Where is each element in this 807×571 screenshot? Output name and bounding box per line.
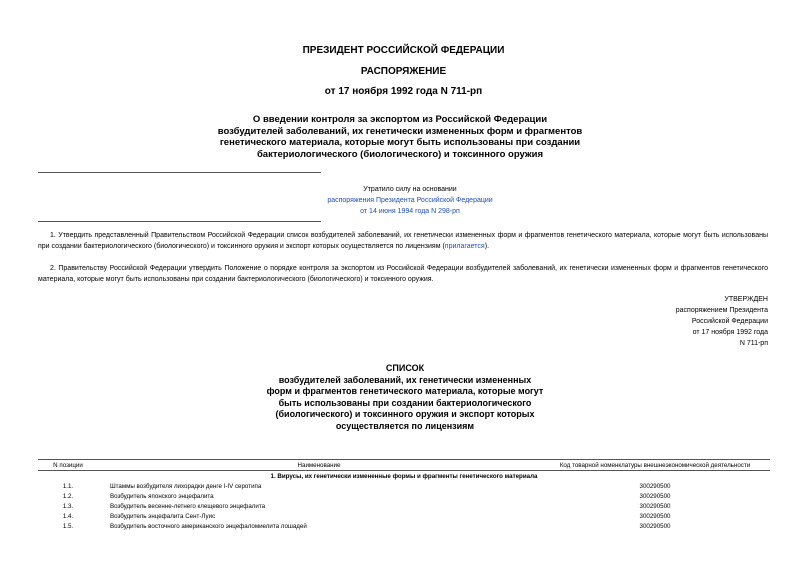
status-note-text: Утратило силу на основании [363, 186, 457, 193]
code-cell: 300290500 [639, 502, 671, 510]
table-row [38, 501, 770, 511]
section-heading: 1. Вирусы, их генетически измененные формы и фрагменты генетического материала [270, 472, 538, 480]
list-title-line: осуществляется по лицензиям [335, 420, 475, 431]
table-row [38, 491, 770, 501]
approval-line: Российской Федерации [691, 318, 768, 325]
approval-line: распоряжением Президента [675, 307, 768, 314]
name-cell: Возбудитель японского энцефалита [110, 492, 214, 500]
approval-line: УТВЕРЖДЕН [724, 296, 768, 303]
paragraph-1-text: 1. Утвердить представленный Правительством Российской Федерации список возбудителей заболеваний, их генетически измененных форм и фрагментов генетического материала, которые могут быть использованы при создании бактериологического (биологического) и токсинного оружия и экспорт которых осуществляется по лицензиям ( [38, 232, 768, 250]
approval-line: от 17 ноября 1992 года [692, 329, 768, 336]
list-title-line: форм и фрагментов генетического материала, которые могут [266, 386, 544, 396]
paragraph-1-end: ). [484, 243, 490, 250]
divider-top [38, 172, 321, 173]
name-cell: Штаммы возбудителя лихорадки денге I-IV серотипа [110, 482, 262, 490]
divider-bottom [38, 221, 321, 222]
table-row [38, 481, 770, 491]
approval-line: N 711-рп [739, 340, 768, 347]
table-section-row [38, 471, 770, 482]
code-cell: 300290500 [639, 492, 671, 500]
list-title-line: быть использованы при создании бактериологического [278, 397, 532, 408]
column-header-code: Код товарной номенклатуры внешнеэкономической деятельности [540, 460, 770, 471]
name-cell: Возбудитель восточного американского энцефаломиелита лошадей [110, 522, 307, 530]
list-title-line: СПИСОК [385, 363, 425, 373]
position-cell: 1.3. [62, 502, 74, 510]
table-row [38, 521, 770, 531]
table-row [38, 511, 770, 521]
title-line: бактериологического (биологического) и токсинного оружия [256, 148, 544, 160]
code-cell: 300290500 [639, 522, 671, 530]
title-line: возбудителей заболеваний, их генетически измененных форм и фрагментов [217, 125, 583, 137]
position-cell: 1.4. [62, 512, 74, 520]
paragraph-2: 2. Правительству Российской Федерации утвердить Положение о порядке контроля за экспортом из Российской Федерации возбудителей заболеваний, их генетически измененных форм и фрагментов генетического материала, которые могут быть использованы при создании бактериологического (биологического) и токсинного оружия. [38, 265, 768, 283]
status-note [260, 184, 560, 217]
code-cell: 300290500 [639, 512, 671, 520]
repeal-decree-date-link[interactable]: от 14 июня 1994 года N 298-рп [360, 208, 460, 215]
issuer-heading: ПРЕЗИДЕНТ РОССИЙСКОЙ ФЕДЕРАЦИИ [302, 45, 505, 56]
name-cell: Возбудитель энцефалита Сент-Луис [110, 512, 216, 520]
list-title-line: (биологического) и токсинного оружия и экспорт которых [275, 409, 535, 419]
position-cell: 1.2. [62, 492, 74, 500]
column-header-name: Наименование [98, 460, 540, 471]
table-header-row [38, 460, 770, 471]
code-cell: 300290500 [639, 482, 671, 490]
title-line: О введении контроля за экспортом из Российской Федерации [252, 114, 548, 125]
approval-stamp [608, 294, 768, 349]
position-cell: 1.1. [62, 482, 74, 490]
attachment-link[interactable]: прилагается [444, 243, 485, 250]
position-cell: 1.5. [62, 522, 74, 530]
list-title [240, 363, 570, 432]
paragraph-1 [38, 230, 768, 252]
document-type-heading: РАСПОРЯЖЕНИЕ [360, 66, 447, 77]
date-number-heading: от 17 ноября 1992 года N 711-рп [324, 86, 483, 97]
list-title-line: возбудителей заболеваний, их генетически измененных [278, 374, 532, 385]
repeal-decree-link[interactable]: распоряжения Президента Российской Федерации [327, 197, 493, 204]
column-header-position: N позиции [38, 460, 98, 471]
title-line: генетического материала, которые могут быть использованы при создании [219, 137, 581, 148]
pathogen-table [38, 459, 770, 531]
name-cell: Возбудитель весенне-летнего клещевого энцефалита [110, 502, 266, 510]
document-title [180, 114, 620, 160]
